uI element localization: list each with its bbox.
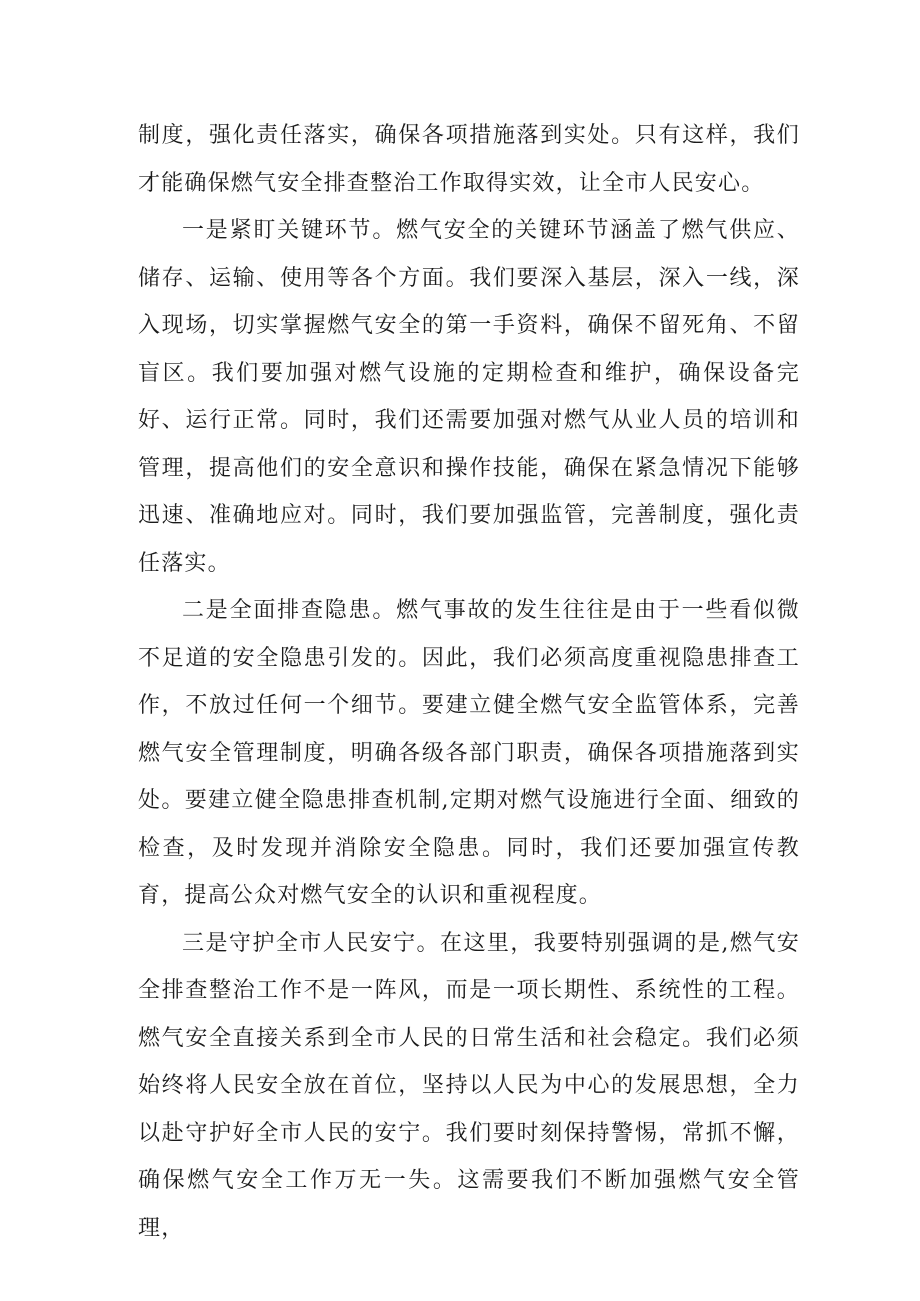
paragraph-key-links: 一是紧盯关键环节。燃气安全的关键环节涵盖了燃气供应、储存、运输、使用等各个方面。我们要深入基层，深入一线，深入现场，切实掌握燃气安全的第一手资料，确保不留死角、不留盲区。我们要加强对燃气设施的定期检查和维护，确保设备完好、运行正常。同时，我们还需要加强对燃气从业人员的培训和管理，提高他们的安全意识和操作技能，确保在紧急情况下能够迅速、准确地应对。同时，我们要加强监管，完善制度，强化责任落实。 xyxy=(138,218,800,576)
paragraph-continuation: 制度，强化责任落实，确保各项措施落到实处。只有这样，我们才能确保燃气安全排查整治工作取得实效，让全市人民安心。 xyxy=(138,123,800,196)
paragraph-guard-safety: 三是守护全市人民安宁。在这里，我要特别强调的是,燃气安全排查整治工作不是一阵风，而是一项长期性、系统性的工程。燃气安全直接关系到全市人民的日常生活和社会稳定。我们必须始终将人民安全放在首位，坚持以人民为中心的发展思想，全力以赴守护好全市人民的安宁。我们要时刻保持警惕，常抓不懈，确保燃气安全工作万无一失。这需要我们不断加强燃气安全管理， xyxy=(138,930,800,1241)
paragraph-hazard-inspection: 二是全面排查隐患。燃气事故的发生往往是由于一些看似微不足道的安全隐患引发的。因此，我们必须高度重视隐患排查工作，不放过任何一个细节。要建立健全燃气安全监管体系，完善燃气安全管理制度，明确各级各部门职责，确保各项措施落到实处。要建立健全隐患排查机制,定期对燃气设施进行全面、细致的检查，及时发现并消除安全隐患。同时，我们还要加强宣传教育，提高公众对燃气安全的认识和重视程度。 xyxy=(138,598,800,908)
document-body xyxy=(138,112,800,1252)
